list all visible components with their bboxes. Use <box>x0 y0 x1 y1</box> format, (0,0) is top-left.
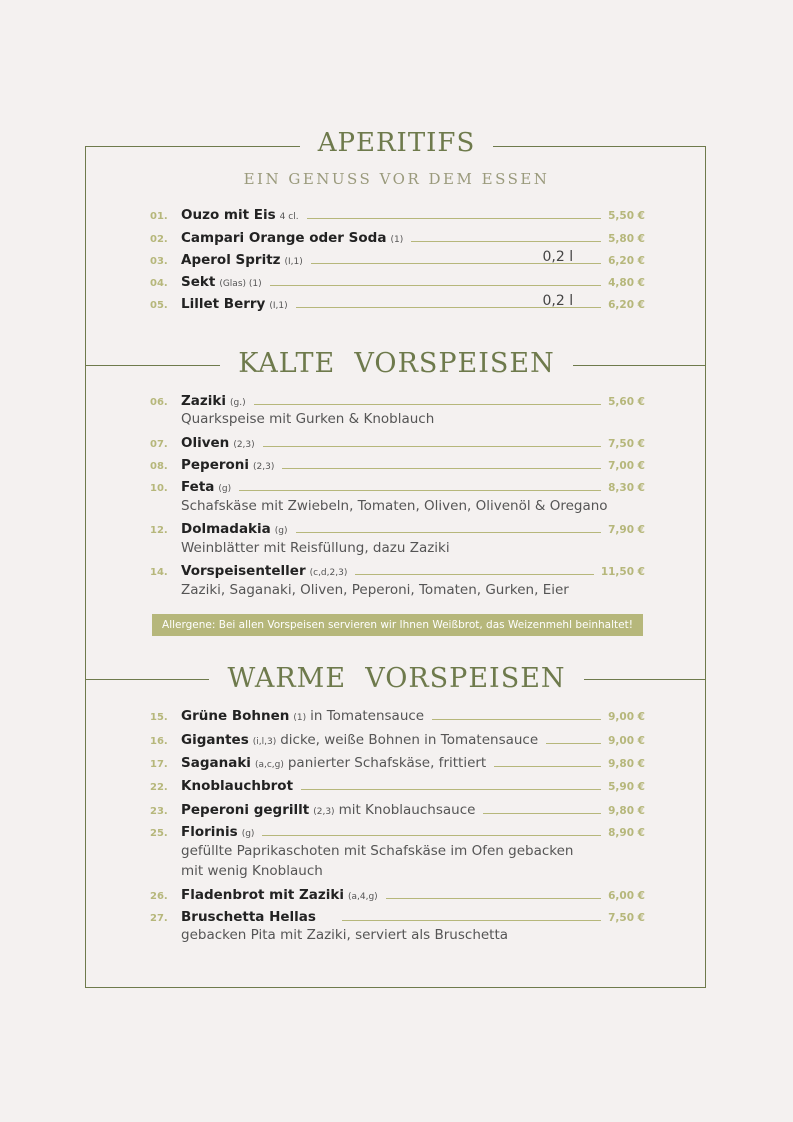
menu-item: 07. Oliven (2,3) 7,50 € <box>150 435 645 451</box>
section-title-kalte-vorspeisen: KALTE VORSPEISEN <box>0 348 793 379</box>
menu-item: 03. Aperol Spritz (I,1) 0,2 l 6,20 € <box>150 249 645 268</box>
allergen-note: Allergene: Bei allen Vorspeisen servieren wir Ihnen Weißbrot, das Weizenmehl beinhaltet! <box>152 614 643 636</box>
item-description: gebacken Pita mit Zaziki, serviert als Bruschetta <box>181 927 509 943</box>
menu-item: 02. Campari Orange oder Soda (1) 5,80 € <box>150 230 645 246</box>
menu-item: 15. Grüne Bohnen (1) in Tomatensauce 9,00 € <box>150 708 645 724</box>
menu-item: 12. Dolmadakia (g) 7,90 € <box>150 521 645 537</box>
menu-item: 22. Knoblauchbrot 5,90 € <box>150 778 645 794</box>
menu-item: 27. Bruschetta Hellas 7,50 € <box>150 909 645 925</box>
section-title-aperitifs: APERITIFS <box>0 128 793 158</box>
menu-item: 14. Vorspeisenteller (c,d,2,3) 11,50 € <box>150 563 645 579</box>
menu-item: 26. Fladenbrot mit Zaziki (a,4,g) 6,00 € <box>150 887 645 903</box>
item-description: Quarkspeise mit Gurken & Knoblauch <box>181 411 435 427</box>
item-description: Weinblätter mit Reisfüllung, dazu Zaziki <box>181 540 450 556</box>
menu-item: 05. Lillet Berry (I,1) 0,2 l 6,20 € <box>150 293 645 312</box>
menu-item: 08. Peperoni (2,3) 7,00 € <box>150 457 645 473</box>
menu-item: 16. Gigantes (i,l,3) dicke, weiße Bohnen in Tomatensauce 9,00 € <box>150 732 645 748</box>
menu-item: 04. Sekt (Glas) (1) 4,80 € <box>150 274 645 290</box>
item-description: Zaziki, Saganaki, Oliven, Peperoni, Tomaten, Gurken, Eier <box>181 582 569 598</box>
menu-item: 06. Zaziki (g.) 5,60 € <box>150 393 645 409</box>
item-description: gefüllte Paprikaschoten mit Schafskäse im Ofen gebacken <box>181 843 574 859</box>
menu-item: 01. Ouzo mit Eis 4 cl. 5,50 € <box>150 207 645 223</box>
item-description: Schafskäse mit Zwiebeln, Tomaten, Oliven, Olivenöl & Oregano <box>181 498 608 514</box>
item-description: mit wenig Knoblauch <box>181 863 323 879</box>
menu-item: 25. Florinis (g) 8,90 € <box>150 824 645 840</box>
section-subtitle-aperitifs: EIN GENUSS VOR DEM ESSEN <box>243 170 550 188</box>
menu-item: 10. Feta (g) 8,30 € <box>150 479 645 495</box>
menu-item: 23. Peperoni gegrillt (2,3) mit Knoblauchsauce 9,80 € <box>150 802 645 818</box>
menu-item: 17. Saganaki (a,c,g) panierter Schafskäse, frittiert 9,80 € <box>150 755 645 771</box>
section-title-warme-vorspeisen: WARME VORSPEISEN <box>0 663 793 694</box>
